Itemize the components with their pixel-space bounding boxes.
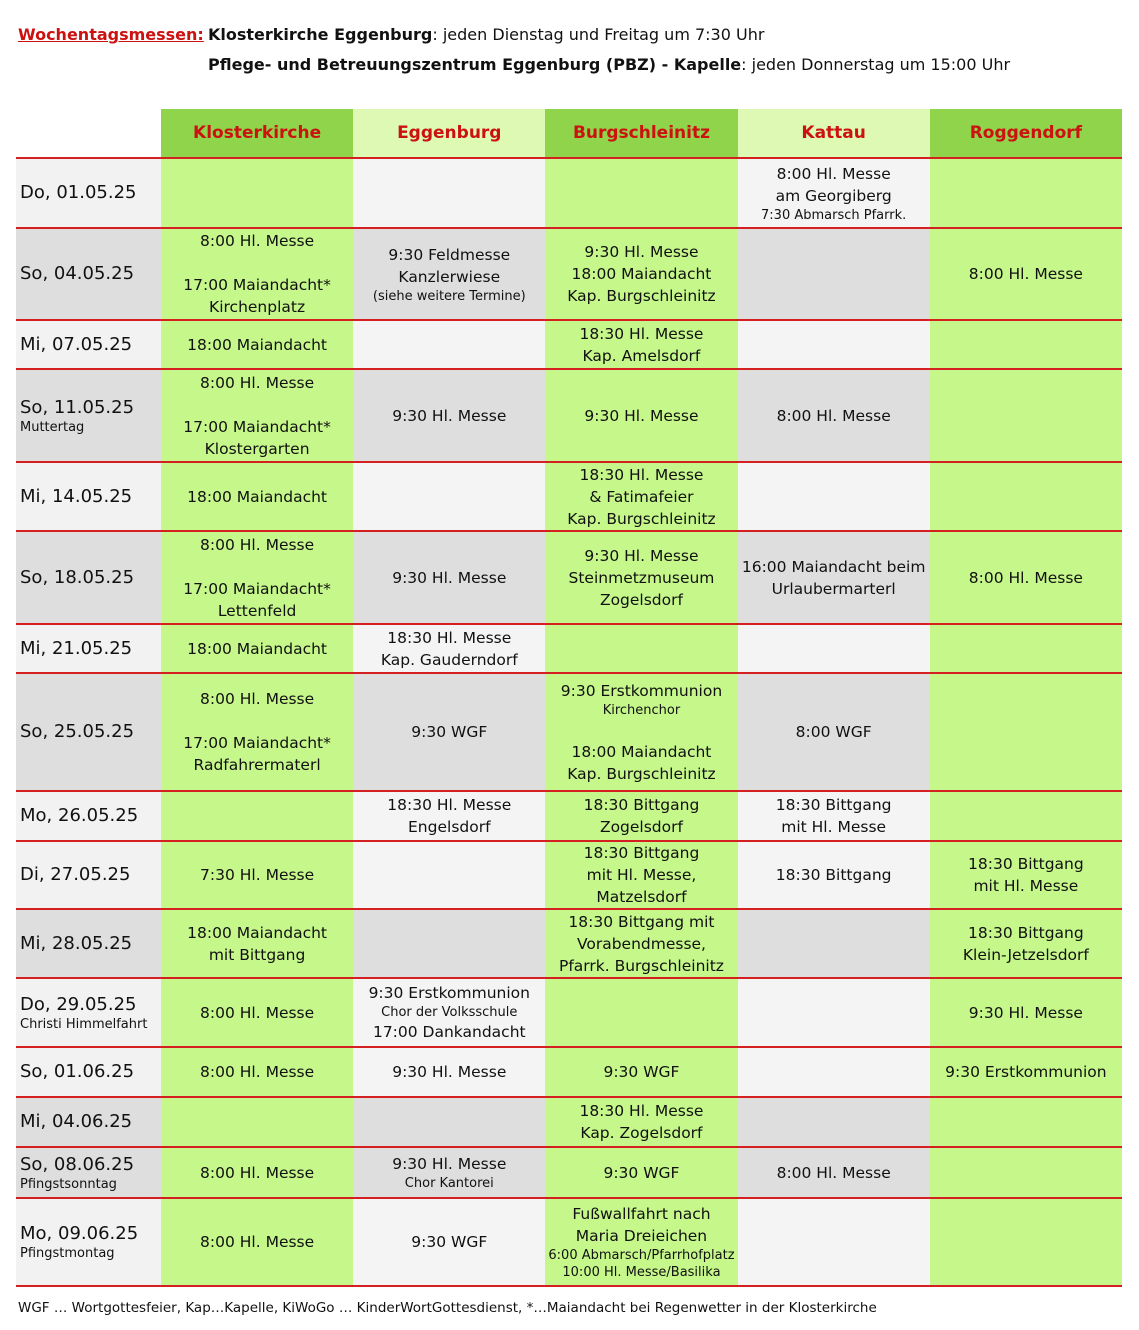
cell-roggendorf	[930, 1147, 1122, 1198]
event-line: am Georgiberg	[775, 186, 892, 205]
event-line: 9:30 Hl. Messe	[584, 546, 699, 565]
date-cell	[16, 1097, 161, 1147]
cell-klosterkirche	[161, 673, 353, 791]
cell-klosterkirche	[161, 624, 353, 673]
schedule-row	[16, 841, 1122, 909]
event-line: 8:00 Hl. Messe	[200, 1233, 315, 1251]
event-detail: 7:30 Abmarsch Pfarrk.	[761, 207, 907, 223]
cell-klosterkirche	[161, 1047, 353, 1097]
cell-burgschleinitz	[545, 369, 737, 462]
event-line: 18:00 Maiandacht	[571, 265, 712, 283]
event-line: 17:00 Maiandacht*	[183, 579, 331, 598]
header-line2-rest: : jeden Donnerstag um 15:00 Uhr	[741, 55, 1011, 74]
schedule-row	[16, 320, 1122, 369]
event-line: 9:30 Hl. Messe	[392, 1155, 507, 1173]
event-detail: Kirchenchor	[602, 702, 681, 718]
line-spacer	[163, 556, 351, 578]
schedule-header-row	[16, 109, 1122, 158]
cell-eggenburg	[353, 673, 545, 791]
event-line: 7:30 Hl. Messe	[200, 866, 315, 884]
cell-klosterkirche	[161, 1198, 353, 1286]
feast-note: Pfingstmontag	[20, 1246, 115, 1261]
event-line: 9:30 WGF	[603, 1163, 680, 1182]
event-line: 8:00 Hl. Messe	[200, 690, 315, 708]
cell-burgschleinitz	[545, 624, 737, 673]
event-line: 18:30 Bittgang	[775, 796, 892, 814]
cell-kattau	[738, 320, 930, 369]
event-line: Kap. Burgschleinitz	[567, 509, 716, 528]
event-line: Steinmetzmuseum	[568, 568, 715, 587]
event-line: 18:30 Hl. Messe	[387, 628, 512, 647]
event-line: 18:30 Hl. Messe	[387, 796, 512, 814]
line-spacer	[163, 252, 351, 274]
cell-kattau	[738, 462, 930, 531]
event-line: Kirchenplatz	[209, 298, 306, 316]
cell-kattau	[738, 978, 930, 1047]
cell-burgschleinitz	[545, 1047, 737, 1097]
event-line: mit Hl. Messe,	[586, 866, 697, 884]
header-line-1	[18, 20, 1010, 50]
cell-kattau	[738, 624, 930, 673]
cell-kattau	[738, 909, 930, 978]
cell-roggendorf	[930, 158, 1122, 228]
event-line: 18:30 Hl. Messe	[579, 324, 704, 343]
event-line: 9:30 WGF	[603, 1063, 680, 1081]
cell-burgschleinitz	[545, 673, 737, 791]
event-line: 8:00 Hl. Messe	[200, 1163, 315, 1182]
cell-kattau	[738, 841, 930, 909]
event-detail: Chor Kantorei	[404, 1176, 494, 1191]
event-line: Pfarrk. Burgschleinitz	[559, 956, 724, 975]
event-line: 9:30 Hl. Messe	[392, 1063, 507, 1081]
event-line: 9:30 Erstkommunion	[945, 1063, 1107, 1081]
line-spacer	[163, 394, 351, 416]
event-line: 18:30 Bittgang	[583, 844, 700, 862]
schedule-row	[16, 158, 1122, 228]
schedule-row	[16, 673, 1122, 791]
event-line: 16:00 Maiandacht beim	[741, 557, 926, 576]
header-line2-strong: Pflege- und Betreuungszentrum Eggenburg (PBZ) - Kapelle	[208, 55, 742, 74]
event-line: 9:30 WGF	[411, 1233, 488, 1251]
cell-klosterkirche	[161, 320, 353, 369]
event-line: 9:30 Erstkommunion	[368, 984, 530, 1002]
event-line: 18:00 Maiandacht	[187, 923, 328, 942]
cell-roggendorf	[930, 369, 1122, 462]
cell-roggendorf	[930, 909, 1122, 978]
cell-roggendorf	[930, 531, 1122, 624]
date-cell	[16, 1147, 161, 1198]
feast-note: Muttertag	[20, 419, 85, 435]
date-label: Mi, 04.06.25	[20, 1111, 133, 1132]
date-cell	[16, 909, 161, 978]
cell-eggenburg	[353, 320, 545, 369]
cell-eggenburg	[353, 791, 545, 841]
event-line: 8:00 Hl. Messe	[776, 164, 891, 183]
schedule-row	[16, 1097, 1122, 1147]
cell-burgschleinitz	[545, 320, 737, 369]
date-cell	[16, 841, 161, 909]
event-line: 17:00 Maiandacht*	[183, 417, 331, 436]
date-cell	[16, 320, 161, 369]
date-cell	[16, 531, 161, 624]
col-header-klosterkirche: Klosterkirche	[161, 109, 353, 158]
date-label: Mi, 28.05.25	[20, 932, 133, 954]
event-line: Klein-Jetzelsdorf	[962, 945, 1089, 964]
cell-burgschleinitz	[545, 158, 737, 228]
cell-kattau	[738, 673, 930, 791]
event-line: 9:30 Hl. Messe	[584, 406, 699, 425]
event-line: 8:00 Hl. Messe	[776, 1163, 891, 1182]
cell-burgschleinitz	[545, 462, 737, 531]
event-line: 18:30 Hl. Messe	[579, 465, 704, 484]
event-line: Kap. Gauderndorf	[380, 650, 518, 669]
line-spacer	[547, 719, 735, 741]
cell-klosterkirche	[161, 841, 353, 909]
date-label: Mi, 14.05.25	[20, 485, 133, 507]
schedule-row	[16, 909, 1122, 978]
event-line: 18:00 Maiandacht	[187, 639, 328, 658]
cell-burgschleinitz	[545, 531, 737, 624]
weekday-masses-label: Wochentagsmessen:	[18, 25, 204, 44]
cell-roggendorf	[930, 1047, 1122, 1097]
cell-burgschleinitz	[545, 1147, 737, 1198]
cell-burgschleinitz	[545, 978, 737, 1047]
schedule-row	[16, 228, 1122, 320]
cell-roggendorf	[930, 228, 1122, 320]
event-line: Radfahrermaterl	[193, 756, 321, 774]
schedule-row	[16, 1047, 1122, 1097]
event-line: 9:30 Hl. Messe	[392, 568, 507, 587]
event-line: 9:30 Hl. Messe	[968, 1003, 1083, 1022]
event-line: 8:00 Hl. Messe	[776, 406, 891, 425]
date-cell	[16, 369, 161, 462]
schedule-row	[16, 369, 1122, 462]
cell-roggendorf	[930, 841, 1122, 909]
cell-eggenburg	[353, 1047, 545, 1097]
event-line: mit Hl. Messe	[781, 818, 887, 836]
cell-kattau	[738, 531, 930, 624]
cell-kattau	[738, 158, 930, 228]
event-line: 18:00 Maiandacht	[571, 742, 712, 761]
cell-klosterkirche	[161, 909, 353, 978]
event-line: 18:00 Maiandacht	[187, 487, 328, 506]
cell-klosterkirche	[161, 158, 353, 228]
date-label: Mi, 07.05.25	[20, 333, 133, 355]
cell-eggenburg	[353, 1097, 545, 1147]
cell-kattau	[738, 1097, 930, 1147]
date-label: Do, 29.05.25	[20, 993, 137, 1015]
feast-note: Pfingstsonntag	[20, 1176, 117, 1192]
date-label: So, 11.05.25	[20, 396, 135, 418]
cell-kattau	[738, 791, 930, 841]
date-label: Mi, 21.05.25	[20, 637, 133, 659]
cell-eggenburg	[353, 369, 545, 462]
cell-roggendorf	[930, 462, 1122, 531]
event-line: Matzelsdorf	[596, 888, 687, 906]
feast-note: Christi Himmelfahrt	[20, 1016, 148, 1032]
weekday-masses-header	[18, 20, 1010, 80]
cell-klosterkirche	[161, 1147, 353, 1198]
cell-klosterkirche	[161, 369, 353, 462]
col-header-burgschleinitz: Burgschleinitz	[545, 109, 737, 158]
cell-burgschleinitz	[545, 909, 737, 978]
cell-kattau	[738, 369, 930, 462]
date-cell	[16, 624, 161, 673]
col-header-kattau: Kattau	[738, 109, 930, 158]
cell-kattau	[738, 228, 930, 320]
event-detail: Chor der Volksschule	[381, 1005, 518, 1020]
header-line1-strong: Klosterkirche Eggenburg	[208, 25, 433, 44]
cell-roggendorf	[930, 624, 1122, 673]
date-cell	[16, 978, 161, 1047]
schedule-row	[16, 791, 1122, 841]
cell-eggenburg	[353, 1198, 545, 1286]
cell-klosterkirche	[161, 462, 353, 531]
cell-eggenburg	[353, 624, 545, 673]
date-label: So, 18.05.25	[20, 566, 135, 588]
cell-eggenburg	[353, 841, 545, 909]
event-line: mit Hl. Messe	[973, 877, 1079, 895]
event-line: Kap. Burgschleinitz	[567, 764, 716, 783]
event-line: 8:00 Hl. Messe	[200, 232, 315, 250]
cell-kattau	[738, 1198, 930, 1286]
event-line: 17:00 Dankandacht	[372, 1023, 526, 1041]
cell-roggendorf	[930, 673, 1122, 791]
event-line: 8:00 Hl. Messe	[968, 265, 1083, 283]
cell-eggenburg	[353, 531, 545, 624]
cell-burgschleinitz	[545, 1097, 737, 1147]
schedule-row	[16, 1147, 1122, 1198]
event-line: Maria Dreieichen	[575, 1227, 708, 1245]
date-label: Do, 01.05.25	[20, 182, 137, 203]
event-detail: 10:00 Hl. Messe/Basilika	[562, 1265, 721, 1280]
legend-footer: WGF … Wortgottesfeier, Kap…Kapelle, KiWoGo … KinderWortGottesdienst, *…Maiandacht bei Regenwetter in der Klosterkirche	[18, 1300, 877, 1316]
cell-klosterkirche	[161, 1097, 353, 1147]
event-line: Klostergarten	[204, 439, 310, 458]
event-line: Zogelsdorf	[599, 590, 683, 609]
cell-kattau	[738, 1047, 930, 1097]
date-cell	[16, 673, 161, 791]
date-cell	[16, 1047, 161, 1097]
schedule-row	[16, 531, 1122, 624]
date-label: So, 25.05.25	[20, 721, 135, 742]
schedule-table	[16, 109, 1122, 1287]
event-line: Zogelsdorf	[599, 818, 683, 836]
date-label: Mo, 26.05.25	[20, 805, 139, 826]
event-line: 18:30 Bittgang	[775, 866, 892, 884]
cell-klosterkirche	[161, 228, 353, 320]
event-line: Fußwallfahrt nach	[572, 1205, 711, 1223]
event-line: 17:00 Maiandacht*	[183, 734, 331, 752]
event-line: Kap. Amelsdorf	[582, 346, 701, 365]
event-line: 9:30 Erstkommunion	[560, 681, 723, 700]
event-detail: 6:00 Abmarsch/Pfarrhofplatz	[548, 1248, 735, 1263]
event-line: Vorabendmesse,	[576, 934, 706, 953]
event-line: 18:30 Bittgang mit	[568, 912, 715, 931]
event-line: 8:00 Hl. Messe	[200, 535, 315, 554]
line-spacer	[163, 710, 351, 732]
schedule-row	[16, 624, 1122, 673]
event-line: 17:00 Maiandacht*	[183, 276, 331, 294]
event-line: 8:00 WGF	[795, 723, 872, 741]
cell-roggendorf	[930, 978, 1122, 1047]
event-line: Kanzlerwiese	[398, 267, 501, 286]
date-cell	[16, 158, 161, 228]
event-line: Urlaubermarterl	[771, 579, 896, 598]
cell-eggenburg	[353, 1147, 545, 1198]
event-line: 18:30 Hl. Messe	[579, 1102, 704, 1120]
cell-burgschleinitz	[545, 1198, 737, 1286]
event-line: 9:30 WGF	[411, 723, 488, 741]
event-line: 9:30 Feldmesse	[388, 245, 511, 264]
cell-klosterkirche	[161, 791, 353, 841]
cell-eggenburg	[353, 228, 545, 320]
event-line: Lettenfeld	[217, 601, 297, 620]
cell-burgschleinitz	[545, 791, 737, 841]
cell-eggenburg	[353, 462, 545, 531]
col-header-roggendorf: Roggendorf	[930, 109, 1122, 158]
event-line: Kap. Burgschleinitz	[567, 287, 716, 305]
date-cell	[16, 228, 161, 320]
event-detail: (siehe weitere Termine)	[372, 288, 526, 304]
cell-kattau	[738, 1147, 930, 1198]
event-line: 8:00 Hl. Messe	[200, 373, 315, 392]
schedule-row	[16, 978, 1122, 1047]
cell-roggendorf	[930, 1198, 1122, 1286]
cell-eggenburg	[353, 978, 545, 1047]
event-line: mit Bittgang	[208, 945, 306, 964]
cell-eggenburg	[353, 158, 545, 228]
event-line: 18:00 Maiandacht	[187, 335, 328, 354]
date-cell	[16, 462, 161, 531]
cell-burgschleinitz	[545, 841, 737, 909]
date-label: So, 08.06.25	[20, 1153, 135, 1175]
event-line: 8:00 Hl. Messe	[200, 1063, 315, 1081]
cell-eggenburg	[353, 909, 545, 978]
event-line: Kap. Zogelsdorf	[580, 1124, 703, 1142]
cell-roggendorf	[930, 791, 1122, 841]
cell-klosterkirche	[161, 978, 353, 1047]
schedule-row	[16, 1198, 1122, 1286]
event-line: 8:00 Hl. Messe	[200, 1003, 315, 1022]
date-label: Mo, 09.06.25	[20, 1223, 139, 1244]
header-corner	[16, 109, 161, 158]
date-cell	[16, 791, 161, 841]
event-line: 9:30 Hl. Messe	[392, 406, 507, 425]
schedule-body	[16, 158, 1122, 1286]
cell-roggendorf	[930, 320, 1122, 369]
event-line: 18:30 Bittgang	[968, 923, 1084, 942]
date-label: So, 01.06.25	[20, 1061, 135, 1082]
event-line: Engelsdorf	[408, 818, 491, 836]
event-line: 8:00 Hl. Messe	[968, 568, 1083, 587]
header-line1-rest: : jeden Dienstag und Freitag um 7:30 Uhr	[432, 25, 765, 44]
date-cell	[16, 1198, 161, 1286]
cell-roggendorf	[930, 1097, 1122, 1147]
cell-burgschleinitz	[545, 228, 737, 320]
event-line: 9:30 Hl. Messe	[584, 243, 699, 261]
date-label: So, 04.05.25	[20, 263, 135, 284]
header-line-2	[18, 50, 1010, 80]
event-line: 18:30 Bittgang	[968, 855, 1084, 873]
event-line: & Fatimafeier	[589, 487, 694, 506]
schedule-row	[16, 462, 1122, 531]
event-line: 18:30 Bittgang	[583, 796, 700, 814]
col-header-eggenburg: Eggenburg	[353, 109, 545, 158]
date-label: Di, 27.05.25	[20, 864, 131, 885]
cell-klosterkirche	[161, 531, 353, 624]
